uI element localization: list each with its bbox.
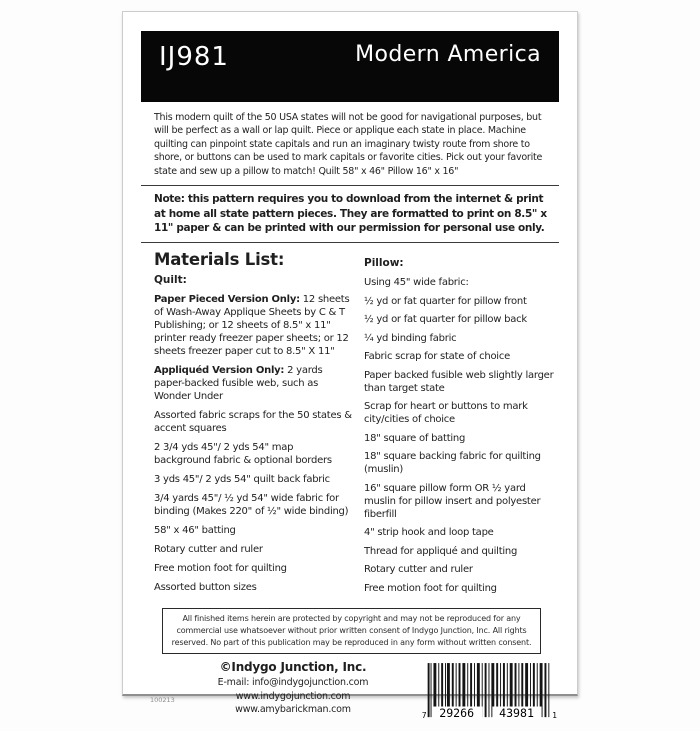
- pillow-item: Fabric scrap for state of choice: [364, 351, 510, 363]
- quilt-item-lead: Appliquéd Version Only:: [154, 365, 285, 377]
- pillow-item: Thread for appliqué and quilting: [364, 545, 518, 557]
- quilt-item: [154, 524, 352, 537]
- barcode-group1: 29266: [439, 706, 475, 721]
- upc-barcode: [418, 661, 558, 725]
- materials-columns: [154, 250, 559, 600]
- intro-paragraph: This modern quilt of the 50 USA states will not be good for navigational purposes, but will be perfect as a wall or lap quilt. Piece or applique each state in place. Machine quilting can pinpoint state capitals and run an imaginary twisty route from shore to shore, or buttons can be used to mark capitals or favorite cities. Pick out your favorite state and sew up a pillow to match! Quilt 58" x 46" Pillow 16" x 16": [154, 112, 543, 177]
- pattern-back-page: [122, 11, 578, 721]
- pillow-item: Paper backed fusible web slightly larger than target state: [364, 369, 554, 394]
- quilt-item: [154, 441, 352, 467]
- publisher-website: www.amybarickman.com: [235, 703, 351, 715]
- materials-list-heading: Materials List:: [154, 250, 285, 270]
- pillow-item: 18" square backing fabric for quilting (muslin): [364, 451, 541, 476]
- publisher-website: www.indygojunction.com: [235, 690, 351, 702]
- quilt-heading: Quilt:: [154, 274, 187, 287]
- pillow-item: 18" square of batting: [364, 432, 466, 444]
- publisher-block: [173, 660, 413, 716]
- divider-top: [141, 185, 559, 186]
- quilt-item-text: 58" x 46" batting: [154, 525, 236, 537]
- pillow-item: Rotary cutter and ruler: [364, 564, 473, 576]
- pillow-item: ½ yd or fat quarter for pillow back: [364, 314, 527, 326]
- pillow-item: 16" square pillow form OR ½ yard muslin for pillow insert and polyester fiberfill: [364, 482, 541, 520]
- quilt-item: [154, 364, 352, 403]
- footer: [123, 659, 577, 731]
- quilt-item: [154, 473, 352, 486]
- pillow-item: Free motion foot for quilting: [364, 582, 497, 594]
- pillow-materials-column: [364, 250, 559, 600]
- print-code: 100213: [150, 696, 175, 705]
- barcode-image: [418, 661, 558, 725]
- quilt-item-lead: Paper Pieced Version Only:: [154, 294, 300, 306]
- quilt-item-text: 3/4 yards 45"/ ½ yd 54" wide fabric for binding (Makes 220" of ½" wide binding): [154, 493, 349, 518]
- pattern-title: Modern America: [355, 42, 541, 67]
- header: [141, 31, 559, 102]
- pillow-item: ½ yd or fat quarter for pillow front: [364, 295, 527, 307]
- pillow-item: Scrap for heart or buttons to mark city/cities of choice: [364, 401, 528, 426]
- quilt-item-text: 2 3/4 yds 45"/ 2 yds 54" map background fabric & optional borders: [154, 442, 332, 467]
- quilt-item-text: 2 yards paper-backed fusible web, such as Wonder Under: [154, 365, 323, 403]
- barcode-group2: 43981: [499, 706, 534, 721]
- pillow-item: 4" strip hook and loop tape: [364, 527, 494, 539]
- publisher-email: E-mail: info@indygojunction.com: [217, 677, 369, 689]
- quilt-item-text: Free motion foot for quilting: [154, 563, 287, 575]
- quilt-item-text: 12 sheets of Wash-Away Applique Sheets by C & T Publishing; or 12 sheets of 8.5" x 11" printer ready freezer paper sheets; or 12 sheets freezer paper cut to 8.5" X 11": [154, 294, 350, 358]
- pillow-heading: Pillow:: [364, 257, 404, 270]
- download-note: Note: this pattern requires you to download from the internet & print at home all state pattern pieces. They are formatted to print on 8.5" x 11" paper & can be printed with our permission for personal use only.: [154, 193, 547, 234]
- barcode-left-digit: 7: [421, 711, 427, 721]
- quilt-item-text: Rotary cutter and ruler: [154, 544, 263, 556]
- quilt-item-text: Assorted button sizes: [154, 582, 257, 594]
- quilt-materials-column: [154, 250, 364, 600]
- pillow-item: Using 45" wide fabric:: [364, 277, 469, 289]
- quilt-item: [154, 562, 352, 575]
- pillow-item: ¼ yd binding fabric: [364, 332, 457, 344]
- divider-bottom: [141, 242, 559, 243]
- publisher-name: ©Indygo Junction, Inc.: [219, 660, 367, 675]
- quilt-item: [154, 581, 352, 594]
- quilt-item: [154, 409, 352, 435]
- quilt-item-text: Assorted fabric scraps for the 50 states & accent squares: [154, 410, 352, 435]
- pattern-number: IJ981: [159, 42, 229, 72]
- barcode-right-digit: 1: [552, 711, 557, 721]
- quilt-item-text: 3 yds 45"/ 2 yds 54" quilt back fabric: [154, 474, 330, 486]
- quilt-item: [154, 293, 352, 358]
- quilt-item: [154, 492, 352, 518]
- copyright-box: All finished items herein are protected by copyright and may not be reproduced for any commercial use whatsoever without prior written consent of Indygo Junction, Inc. All rights reserved. No part of this publication may be reproduced in any form without written consent.: [162, 608, 541, 654]
- quilt-item: [154, 543, 352, 556]
